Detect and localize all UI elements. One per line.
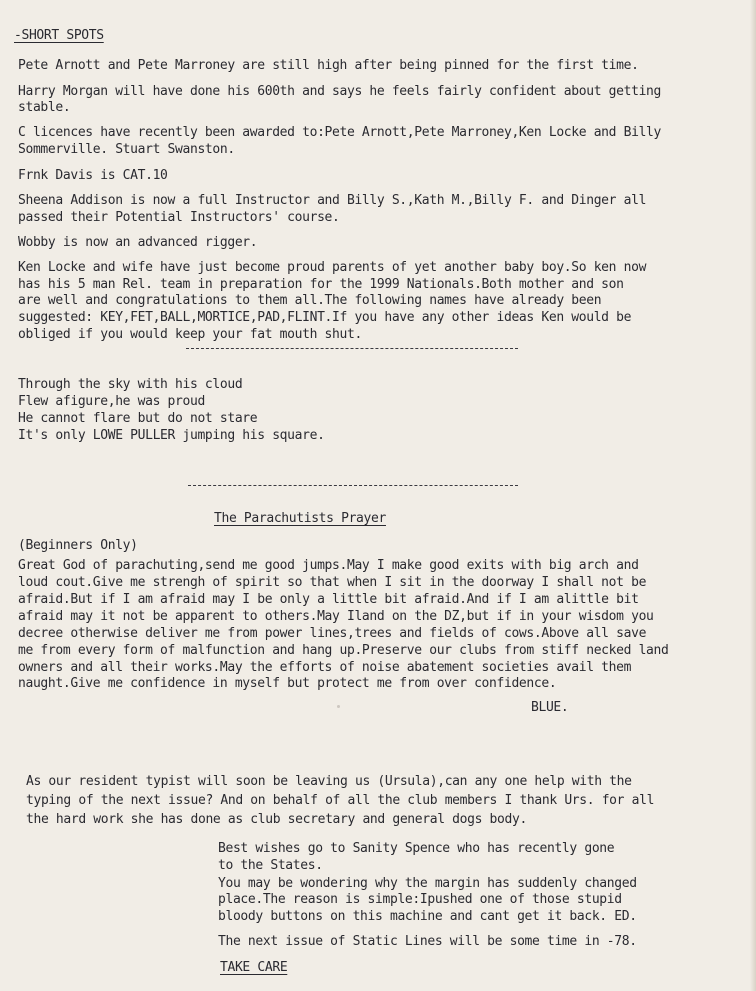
ink-speck — [337, 705, 340, 708]
prayer-line: naught.Give me confidence in myself but protect me from over confidence. — [18, 676, 557, 691]
closing-line: You may be wondering why the margin has suddenly changed — [218, 876, 637, 891]
paper-edge-shadow — [750, 0, 756, 991]
prayer-line: afraid.But if I am afraid may I be only a little bit afraid.And if I am alittle bit — [18, 592, 639, 607]
closing-line: Best wishes go to Sanity Spence who has recently gone — [218, 841, 615, 856]
short-spots-line: C licences have recently been awarded to:Pete Arnott,Pete Marroney,Ken Locke and Billy — [18, 125, 661, 140]
short-spots-line: Harry Morgan will have done his 600th and says he feels fairly confident about getting — [18, 84, 661, 99]
prayer-line: afraid may it not be apparent to others.May Iland on the DZ,but if in your wisdom you — [18, 609, 654, 624]
prayer-subtitle: (Beginners Only) — [18, 538, 138, 553]
short-spots-line: passed their Potential Instructors' course. — [18, 210, 340, 225]
closing-line: place.The reason is simple:Ipushed one of those stupid — [218, 892, 622, 907]
short-spots-line: Pete Arnott and Pete Marroney are still high after being pinned for the first time. — [18, 58, 639, 73]
short-spots-heading: -SHORT SPOTS — [14, 28, 104, 43]
poem-line: He cannot flare but do not stare — [18, 411, 258, 426]
section-divider — [186, 348, 518, 349]
typist-note-line: the hard work she has done as club secretary and general dogs body. — [26, 812, 527, 827]
closing-line: to the States. — [218, 858, 323, 873]
take-care-signoff: TAKE CARE — [220, 960, 288, 975]
short-spots-line: Wobby is now an advanced rigger. — [18, 235, 258, 250]
poem-line: It's only LOWE PULLER jumping his square. — [18, 428, 325, 443]
short-spots-line: stable. — [18, 100, 71, 115]
short-spots-line: obliged if you would keep your fat mouth shut. — [18, 327, 362, 342]
short-spots-line: suggested: KEY,FET,BALL,MORTICE,PAD,FLINT.If you have any other ideas Ken would be — [18, 310, 632, 325]
short-spots-line: Frnk Davis is CAT.10 — [18, 168, 168, 183]
prayer-title: The Parachutists Prayer — [214, 511, 386, 526]
short-spots-line: Ken Locke and wife have just become proud parents of yet another baby boy.So ken now — [18, 260, 647, 275]
poem-line: Through the sky with his cloud — [18, 377, 243, 392]
short-spots-line: are well and congratulations to them all.The following names have already been — [18, 293, 602, 308]
prayer-signature: BLUE. — [531, 700, 569, 715]
typist-note-line: As our resident typist will soon be leaving us (Ursula),can any one help with the — [26, 774, 632, 789]
prayer-line: me from every form of malfunction and hang up.Preserve our clubs from stiff necked land — [18, 643, 669, 658]
short-spots-line: Sheena Addison is now a full Instructor and Billy S.,Kath M.,Billy F. and Dinger all — [18, 193, 647, 208]
prayer-line: loud cout.Give me strengh of spirit so that when I sit in the doorway I shall not be — [18, 575, 647, 590]
prayer-line: decree otherwise deliver me from power lines,trees and fields of cows.Above all save — [18, 626, 647, 641]
short-spots-line: has his 5 man Rel. team in preparation for the 1999 Nationals.Both mother and son — [18, 277, 624, 292]
closing-line: The next issue of Static Lines will be some time in -78. — [218, 934, 637, 949]
prayer-line: Great God of parachuting,send me good jumps.May I make good exits with big arch and — [18, 558, 639, 573]
prayer-line: owners and all their works.May the efforts of noise abatement societies avail them — [18, 660, 632, 675]
section-divider — [188, 485, 518, 486]
closing-line: bloody buttons on this machine and cant get it back. ED. — [218, 909, 637, 924]
short-spots-line: Sommerville. Stuart Swanston. — [18, 142, 235, 157]
poem-line: Flew afigure,he was proud — [18, 394, 205, 409]
typist-note-line: typing of the next issue? And on behalf of all the club members I thank Urs. for all — [26, 793, 655, 808]
